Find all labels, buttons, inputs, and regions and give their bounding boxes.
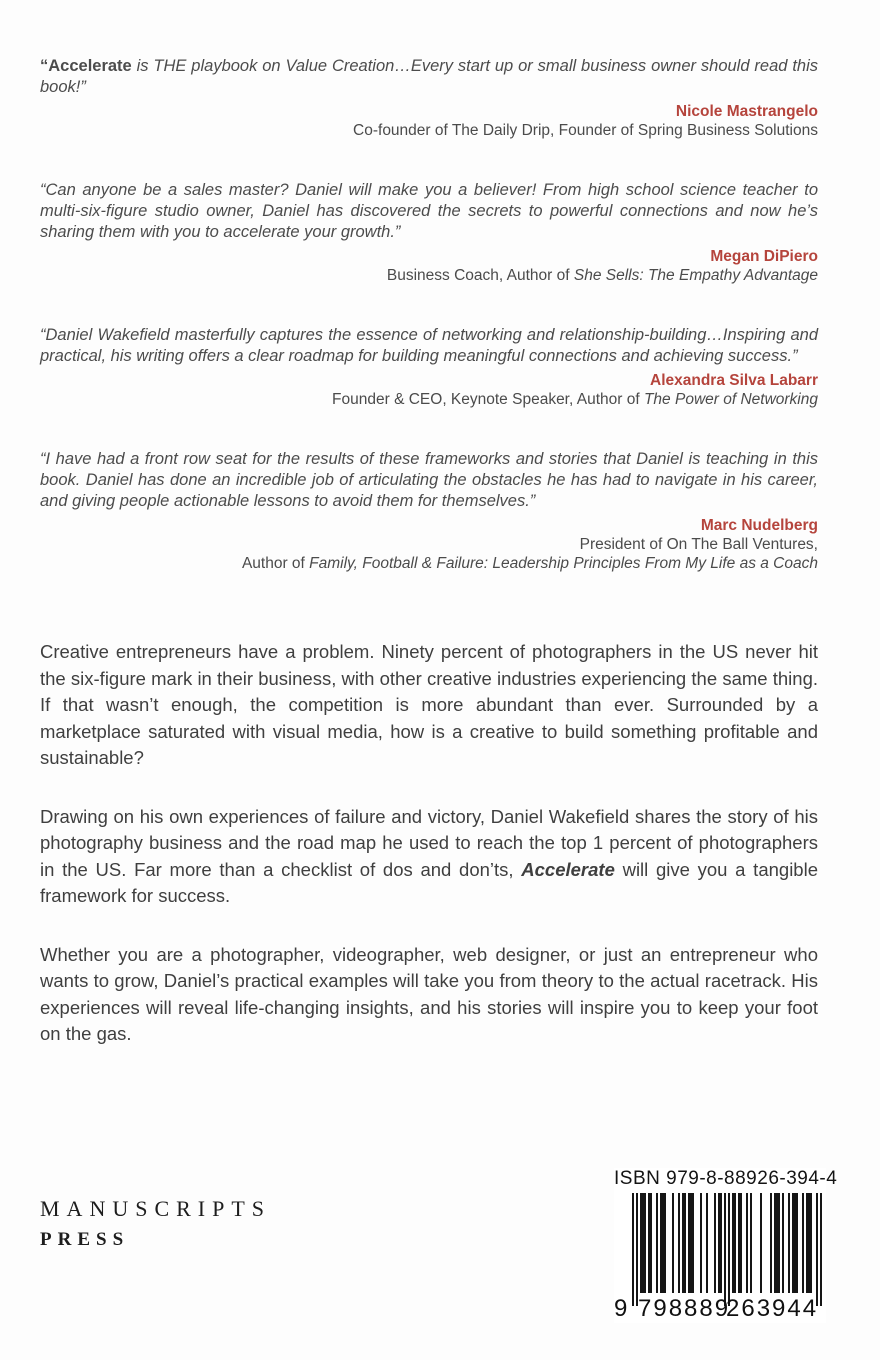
text-run: “Can anyone be a sales master? Daniel will make you a believer! From high school science teacher to multi-six-figure studio owner, Daniel has discovered the secrets to powerful connections and now he’s sharing them with you to accelerate your growth.” — [40, 181, 818, 241]
testimonial-author-name: Alexandra Silva Labarr — [650, 372, 818, 389]
testimonial — [40, 449, 818, 573]
testimonial-quote — [40, 449, 818, 512]
testimonial-author-affiliation — [40, 121, 818, 140]
testimonial — [40, 325, 818, 409]
description-paragraph — [40, 942, 818, 1048]
barcode-bars — [632, 1193, 822, 1293]
text-run: The Power of Networking — [643, 391, 818, 408]
isbn-label: ISBN 979-8-88926-394-4 — [614, 1168, 838, 1189]
barcode-bar — [820, 1193, 822, 1306]
text-run: “Daniel Wakefield masterfully captures the essence of networking and relationship-building…Inspiring and practical, his writing offers a clear roadmap for building meaningful connections and achieving success.” — [40, 326, 818, 365]
testimonial-author-name: Megan DiPiero — [710, 248, 818, 265]
text-run: Family, Football & Failure: Leadership Principles From My Life as a Coach — [309, 555, 818, 572]
text-run: Drawing on his own experiences of failure and victory, Daniel Wakefield shares the story of his photography business and the road map he used to reach the top 1 percent of photographers in the US. Far more than a checklist of dos and don’ts, — [40, 805, 818, 880]
publisher-logo — [40, 1196, 271, 1251]
barcode-digits — [614, 1293, 826, 1323]
testimonial-author-affiliation — [40, 535, 818, 554]
testimonial-author-affiliation — [40, 390, 818, 409]
testimonial-quote — [40, 56, 818, 98]
book-description-section — [40, 639, 818, 1048]
barcode-digit-group1: 798889 — [638, 1295, 731, 1322]
testimonial-author-affiliation — [40, 554, 818, 573]
testimonial — [40, 56, 818, 140]
testimonial-author-name: Nicole Mastrangelo — [675, 103, 818, 120]
text-run: “Accelerate — [40, 57, 132, 75]
testimonial-quote — [40, 180, 818, 243]
text-run: Founder & CEO, Keynote Speaker, Author of — [332, 391, 644, 408]
testimonial-quote — [40, 325, 818, 367]
testimonial-author-affiliation — [40, 266, 818, 285]
back-cover-content — [40, 0, 818, 1048]
testimonial — [40, 180, 818, 285]
text-run: She Sells: The Empathy Advantage — [573, 267, 818, 284]
barcode-digit-lead: 9 — [614, 1295, 628, 1322]
testimonials-section — [40, 0, 818, 573]
text-run: is THE playbook on Value Creation…Every start up or small business owner should read this book!” — [40, 57, 818, 96]
description-paragraph — [40, 804, 818, 910]
text-run: Whether you are a photographer, videographer, web designer, or just an entrepreneur who wants to grow, Daniel’s practical examples will take you from theory to the actual racetrack. His experiences will reveal life-changing insights, and his stories will inspire you to keep your foot on the gas. — [40, 943, 818, 1044]
text-run: Accelerate — [521, 858, 615, 880]
text-run: President of On The Ball Ventures, — [579, 536, 818, 553]
text-run: Author of — [241, 555, 310, 572]
description-paragraph — [40, 639, 818, 772]
testimonial-author-name: Marc Nudelberg — [700, 517, 818, 534]
text-run: Co-founder of The Daily Drip, Founder of Spring Business Solutions — [353, 122, 818, 139]
text-run: Business Coach, Author of — [386, 267, 574, 284]
publisher-name-press: PRESS — [40, 1229, 130, 1250]
text-run: Creative entrepreneurs have a problem. Ninety percent of photographers in the US never hit the six-figure mark in their business, with other creative industries experiencing the same thing. If that wasn’t enough, the competition is more abundant than ever. Surrounded by a marketplace saturated with visual media, how is a creative to build something profitable and sustainable? — [40, 641, 818, 768]
text-run: “I have had a front row seat for the results of these frameworks and stories that Daniel is teaching in this book. Daniel has done an incredible job of articulating the obstacles he has had to navigate in his career, and giving people actionable lessons to avoid them for themselves.” — [40, 450, 818, 510]
publisher-name: MANUSCRIPTS — [40, 1196, 272, 1221]
isbn-barcode-block — [614, 1168, 838, 1323]
barcode-digit-group2: 263944 — [726, 1295, 819, 1322]
text-run: will give you a tangible framework for success. — [40, 858, 818, 906]
